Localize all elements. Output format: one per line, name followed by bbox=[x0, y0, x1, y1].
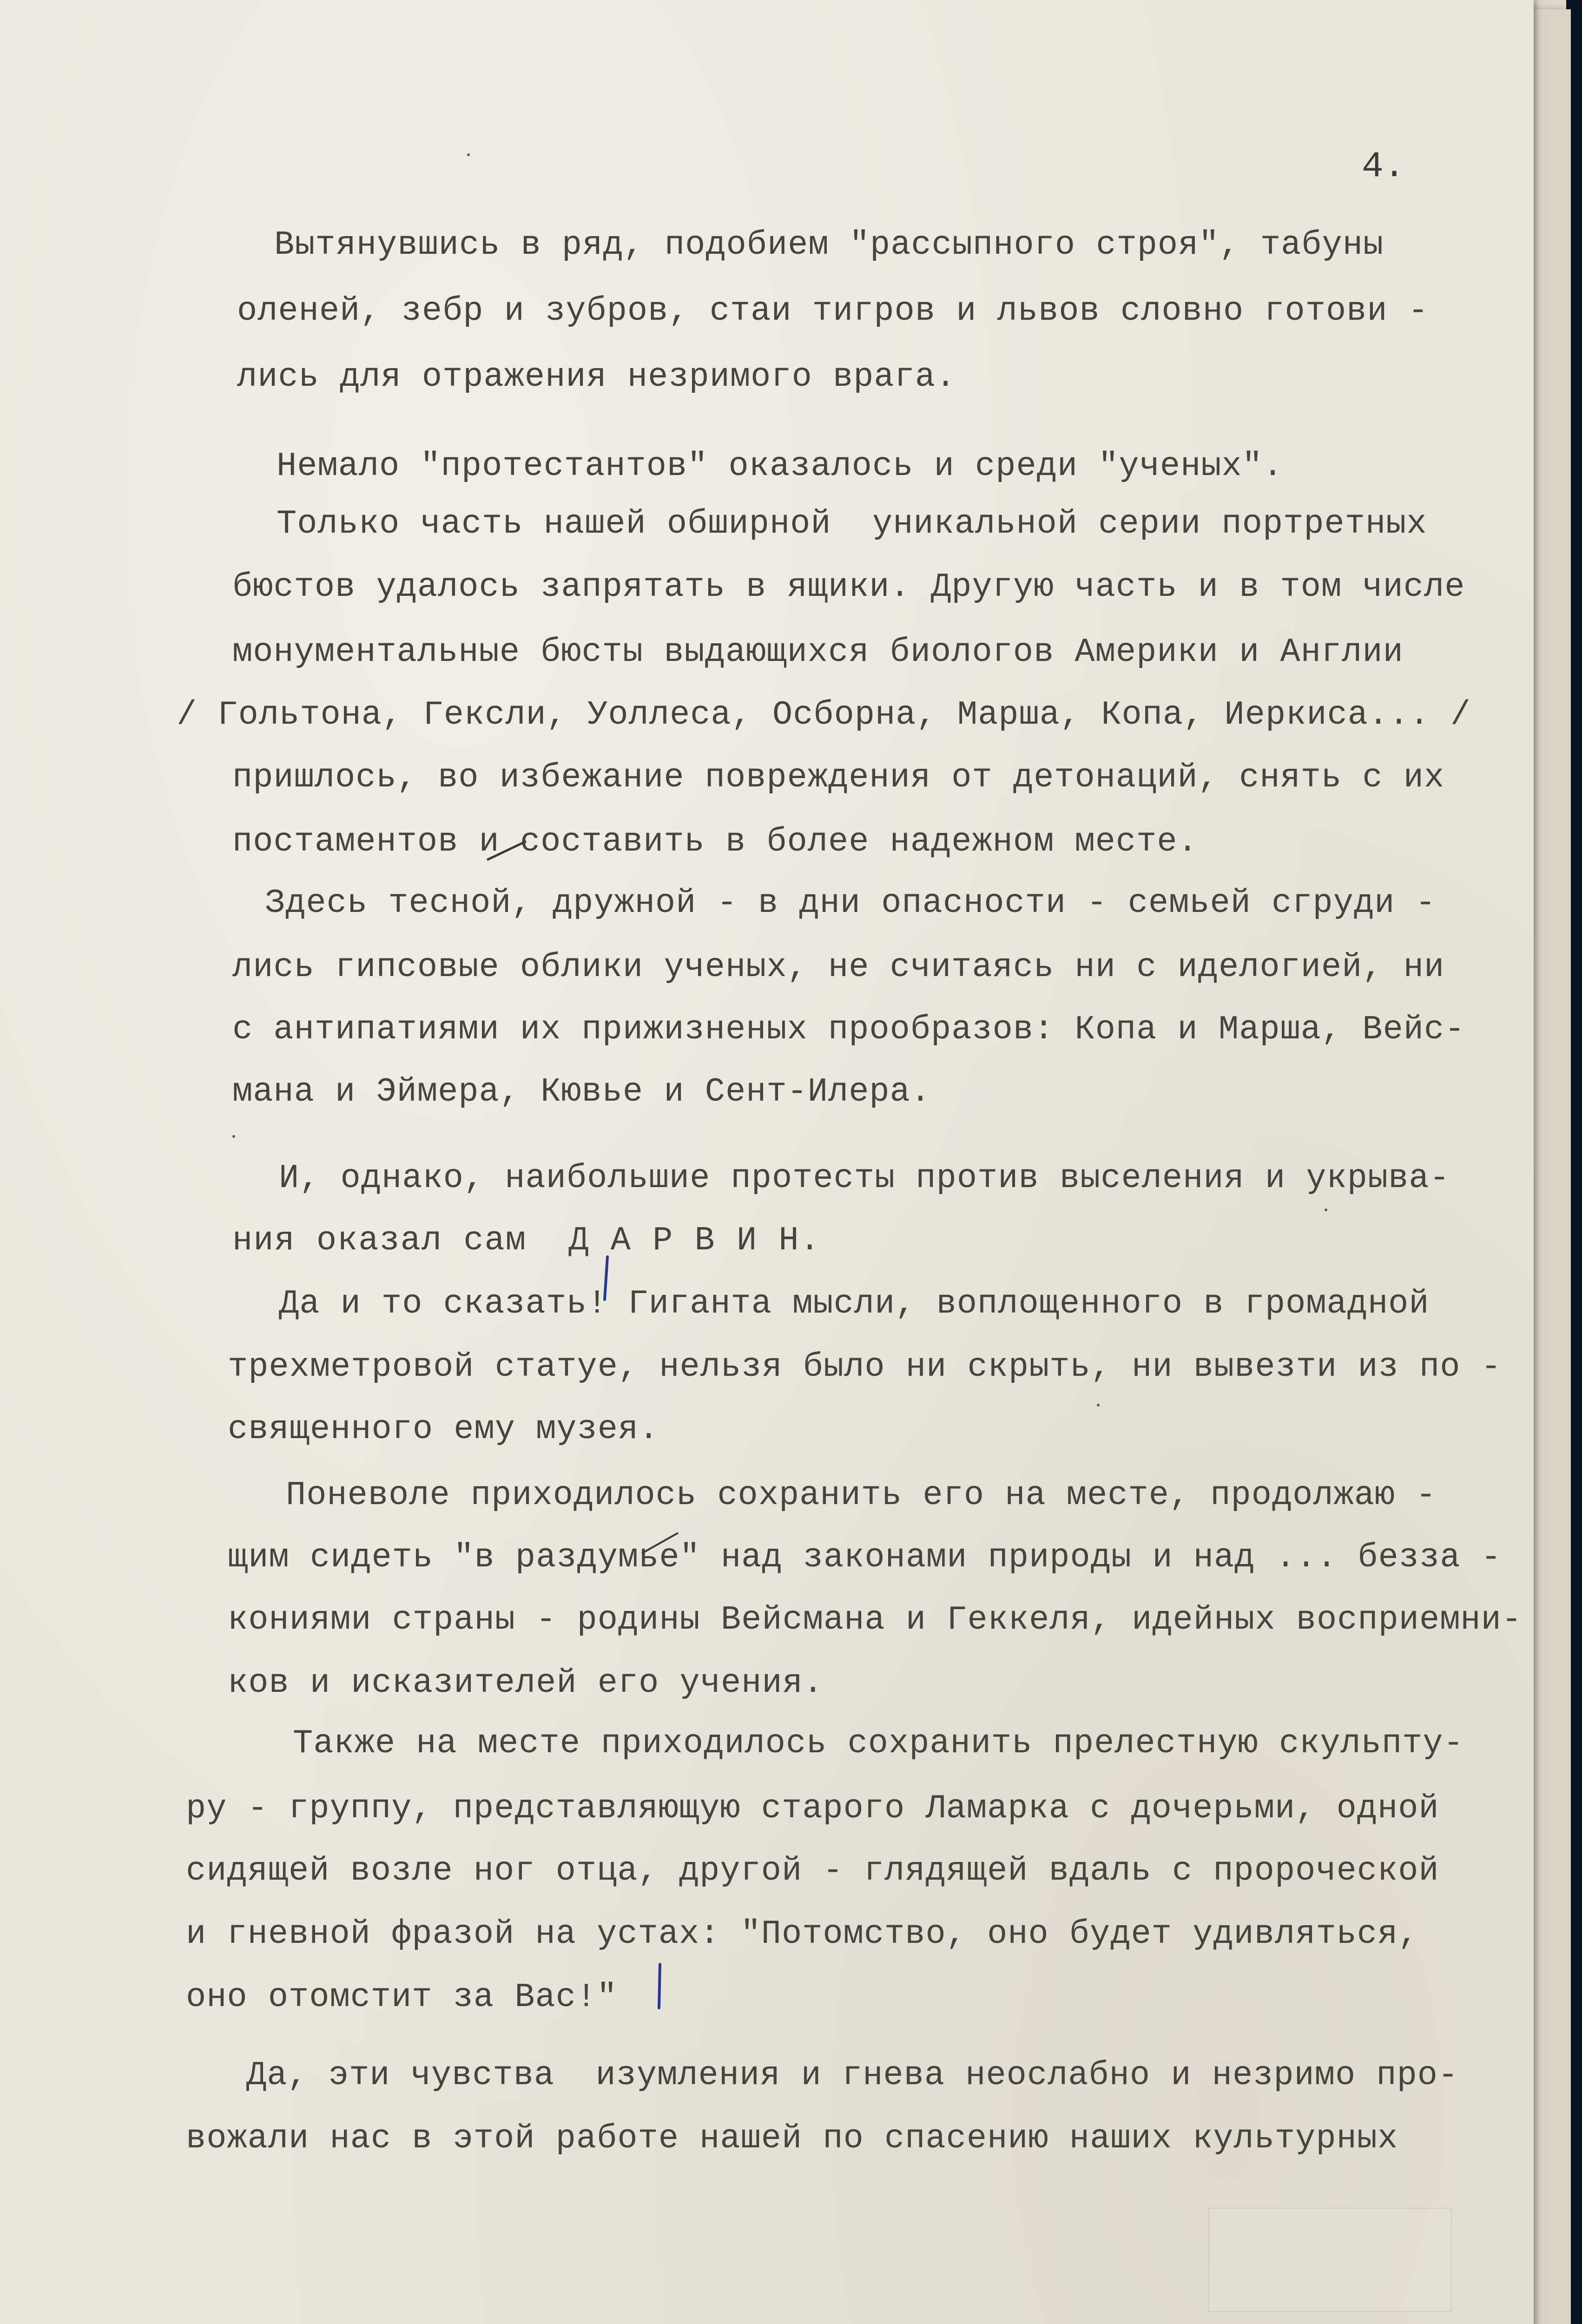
text-line: мана и Эймера, Кювье и Сент-Илера. bbox=[232, 1073, 931, 1111]
text-line: с антипатиями их прижизненых прообразов: Копа и Марша, Вейс- bbox=[232, 1010, 1465, 1049]
faint-stamp-area bbox=[1208, 2208, 1452, 2312]
text-line: постаментов и составить в более надежном месте. bbox=[232, 823, 1198, 861]
strikeout-mark bbox=[483, 832, 530, 869]
text-line: Немало "протестантов" оказалось и среди "ученых". bbox=[277, 447, 1284, 485]
text-line: священного ему музея. bbox=[228, 1410, 659, 1448]
text-line: Также на месте приходилось сохранить прелестную скульпту- bbox=[293, 1724, 1464, 1763]
underlying-page bbox=[1534, 9, 1571, 2324]
text-line: и гневной фразой на устах: "Потомство, оно будет удивляться, bbox=[186, 1915, 1419, 1953]
speck bbox=[1325, 1208, 1327, 1211]
text-line: бюстов удалось запрятать в ящики. Другую часть и в том числе bbox=[232, 568, 1465, 606]
text-line: трехметровой статуе, нельзя было ни скрыть, ни вывезти из по - bbox=[228, 1348, 1502, 1386]
text-line: Только часть нашей обширной уникальной серии портретных bbox=[277, 505, 1427, 543]
text-line: И, однако, наибольшие протесты против выселения и укрыва- bbox=[279, 1159, 1450, 1197]
text-line: лись гипсовые облики ученых, не считаясь ни с иделогией, ни bbox=[232, 948, 1445, 986]
text-line: ния оказал сам Д А Р В И Н. bbox=[232, 1221, 821, 1260]
speck bbox=[1097, 1404, 1100, 1406]
text-line: ру - группу, представляющую старого Ламарка с дочерьми, одной bbox=[186, 1789, 1439, 1828]
strikeout-mark bbox=[639, 1529, 681, 1557]
text-line: Поневоле приходилось сохранить его на месте, продолжаю - bbox=[286, 1476, 1437, 1514]
text-line: оно отомстит за Вас!" bbox=[186, 1978, 618, 2016]
text-line: сидящей возле ног отца, другой - глядящей вдаль с пророческой bbox=[186, 1852, 1439, 1890]
text-line: монументальные бюсты выдающихся биологов Америки и Англии bbox=[232, 633, 1404, 671]
text-line: Да и то сказать! Гиганта мысли, воплощенного в громадной bbox=[279, 1285, 1430, 1323]
text-line: пришлось, во избежание повреждения от детонаций, снять с их bbox=[232, 759, 1445, 797]
text-line: кониями страны - родины Вейсмана и Геккеля, идейных восприемни- bbox=[228, 1601, 1523, 1639]
text-line: вожали нас в этой работе нашей по спасению наших культурных bbox=[186, 2119, 1398, 2158]
text-line: ков и исказителей его учения. bbox=[228, 1664, 824, 1702]
text-line: Да, эти чувства изумления и гнева неослабно и незримо про- bbox=[246, 2056, 1459, 2094]
text-line: лись для отражения незримого врага. bbox=[237, 358, 956, 396]
text-line: щим сидеть "в раздумье" над законами природы и над ... беззa - bbox=[228, 1538, 1502, 1577]
text-line: / Гольтона, Гексли, Уоллеса, Осборна, Марша, Копа, Иеркиса... / bbox=[177, 696, 1471, 734]
page-number: 4. bbox=[1362, 146, 1405, 187]
speck bbox=[467, 153, 470, 156]
text-line: Вытянувшись в ряд, подобием "рассыпного строя", табуны bbox=[274, 226, 1384, 264]
text-line: Здесь тесной, дружной - в дни опасности - семьей сгруди - bbox=[265, 884, 1436, 922]
text-line: оленей, зебр и зубров, стаи тигров и львов словно готови - bbox=[237, 292, 1429, 330]
handwritten-exclamation-mark bbox=[597, 1255, 616, 1320]
handwritten-exclamation-mark bbox=[651, 1961, 669, 2027]
speck bbox=[232, 1135, 235, 1138]
